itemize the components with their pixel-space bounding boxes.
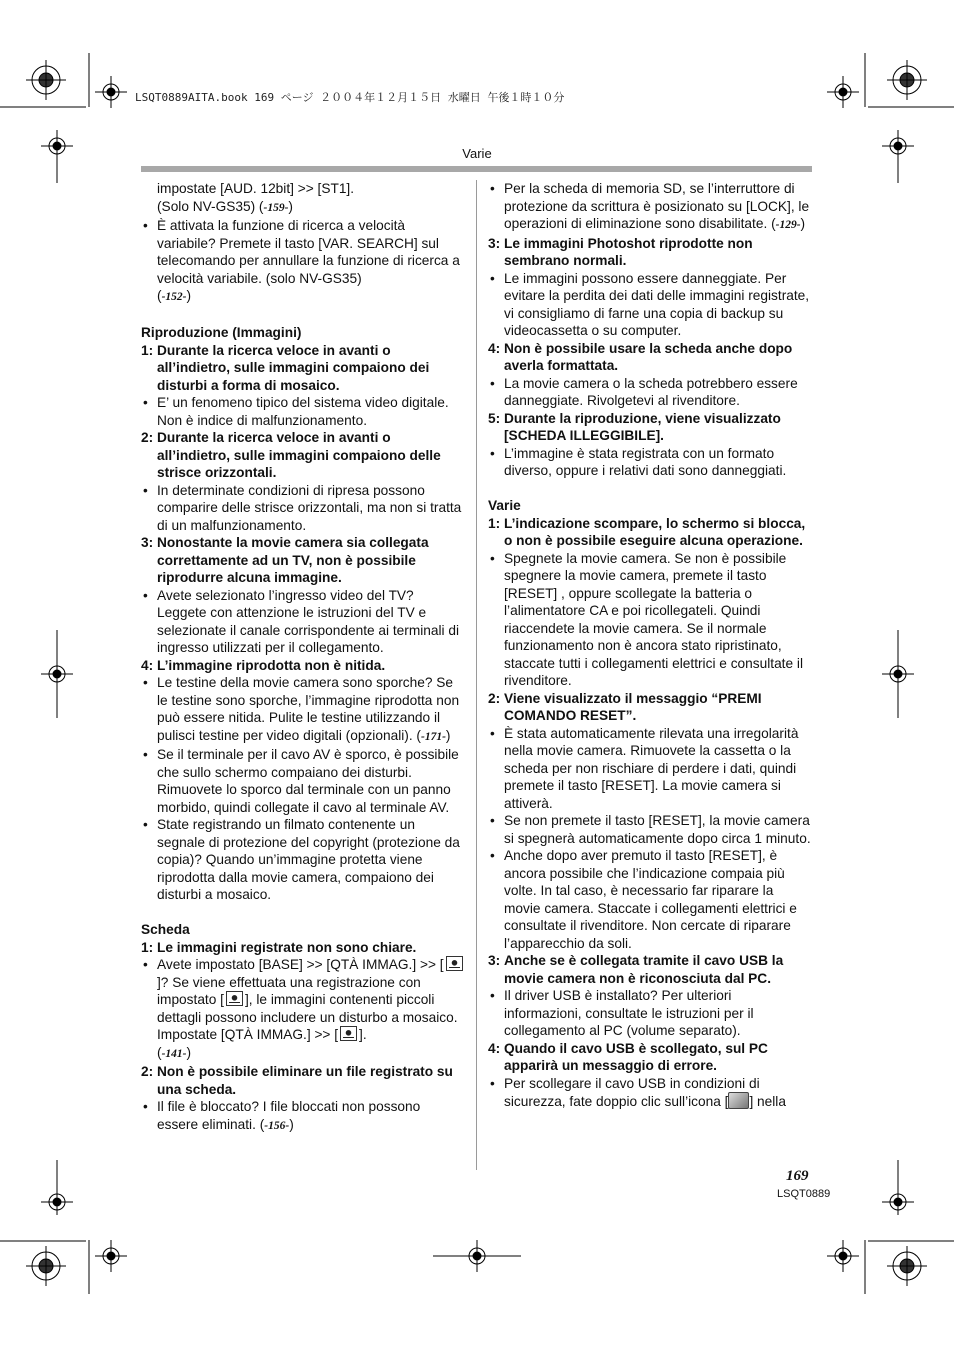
print-header: LSQT0889AITA.book 169 ページ ２００４年１２月１５日 水曜日 午後１時１０分 (135, 91, 565, 104)
left-column (141, 180, 465, 1135)
bullet-item: • La movie camera o la scheda potrebbero essere danneggiate. Rivolgetevi al rivenditore. (488, 375, 812, 410)
bullet-item: • In determinate condizioni di ripresa possono comparire delle strisce orizzontali, ma non si tratta di un malfunzionamento. (141, 482, 465, 535)
picture-quality-fine-icon (340, 1026, 357, 1041)
picture-quality-icon (446, 956, 463, 971)
bullet-item: • E’ un fenomeno tipico del sistema video digitale. Non è indice di malfunzionamento. (141, 394, 465, 429)
heading-varie: Varie (488, 498, 521, 513)
text-line: (Solo NV-GS35) (-159-) (157, 198, 293, 214)
question-item: 2: Viene visualizzato il messaggio “PREMI COMANDO RESET”. (488, 690, 762, 723)
bullet-item: • L’immagine è stata registrata con un formato diverso, oppure i relativi dati sono danneggiati. (488, 445, 812, 480)
page-ref: -129- (775, 219, 801, 231)
bullet-item: • Le testine della movie camera sono sporche? Se le testine sono sporche, l’immagine riprodotta non può essere nitida. Pulite le testine utilizzando il pulisci testine per video digitali (opzionali). (-171-) (141, 674, 465, 746)
safely-remove-hardware-icon (728, 1092, 749, 1109)
bullet-item: • Anche dopo aver premuto il tasto [RESET], è ancora possibile che l’indicazione compaia più volte. In tal caso, è necessario far riparare la movie camera. Staccate i collegamenti elettrici e consultate il rivenditore. Non cercate di riparare l’apparecchio da soli. (488, 847, 812, 952)
text-line: impostate [AUD. 12bit] >> [ST1]. (157, 181, 355, 196)
page-ref: -156- (264, 1119, 290, 1132)
question-item: 5: Durante la riproduzione, viene visualizzato [SCHEDA ILLEGGIBILE]. (488, 410, 781, 443)
page-code: LSQT0889 (777, 1188, 831, 1200)
page-ref: -159- (263, 201, 289, 214)
page-ref: -152- (161, 291, 187, 303)
page-number: 169 (786, 1168, 809, 1184)
bullet-item: • Avete impostato [BASE] >> [QTÀ IMMAG.] >> []? Se viene effettuata una registrazione con impostato [ ], le immagini contenenti piccoli dettagli possono includere un disturbo a mosaico. Impostate [QTÀ IMMAG.] >> [ ]. (-141-) (141, 956, 465, 1063)
header-bar (141, 166, 812, 172)
bullet-item: • Il driver USB è installato? Per ulteriori informazioni, consultate le istruzioni per il collegamento al PC (volume separato). (488, 987, 812, 1040)
question-item: 1: L’indicazione scompare, lo schermo si blocca, o non è possibile eseguire alcuna operazione. (488, 515, 806, 548)
page-ref: -171- (421, 730, 446, 743)
question-item: 3: Nonostante la movie camera sia collegata correttamente ad un TV, non è possibile riprodurre alcuna immagine. (141, 535, 429, 585)
bullet-item: • Per scollegare il cavo USB in condizioni di sicurezza, fate doppio clic sull’icona [ ] nella (488, 1075, 812, 1111)
question-item: 4: Quando il cavo USB è scollegato, sul PC apparirà un messaggio di errore. (488, 1040, 768, 1073)
question-item: 2: Non è possibile eliminare un file registrato su una scheda. (141, 1064, 453, 1097)
right-column (488, 180, 812, 1111)
bullet-item: • Il file è bloccato? I file bloccati non possono essere eliminati. (-156-) (141, 1098, 465, 1135)
bullet-item: • State registrando un filmato contenente un segnale di protezione del copyright (protezione da copia)? Quando un’immagine protetta viene riprodotta dalla movie camera, compaiono dei disturbi a mosaico. (141, 816, 465, 904)
heading-scheda: Scheda (141, 922, 190, 937)
question-item: 2: Durante la ricerca veloce in avanti o all’indietro, sulle immagini compaiono delle strisce orizzontali. (141, 430, 441, 480)
question-item: 3: Anche se è collegata tramite il cavo USB la movie camera non è riconosciuta dal PC. (488, 953, 784, 986)
question-item: 1: Durante la ricerca veloce in avanti o all’indietro, sulle immagini compaiono dei disturbi a forma di mosaico. (141, 342, 430, 393)
bullet-item: • Per la scheda di memoria SD, se l’interruttore di protezione da scrittura è posizionato su [LOCK], le operazioni di eliminazione sono disabilitate. (-129-) (488, 180, 812, 235)
question-item: 4: L’immagine riprodotta non è nitida. (141, 657, 386, 673)
section-title: Varie (462, 146, 492, 161)
column-divider (476, 180, 477, 1170)
bullet-item: • È attivata la funzione di ricerca a velocità variabile? Premete il tasto [VAR. SEARCH] sul telecomando per annullare la funzione di ricerca a velocità variabile. (solo NV-GS35) (-152-) (141, 217, 465, 307)
question-item: 1: Le immagini registrate non sono chiare. (141, 939, 417, 955)
picture-quality-icon (226, 991, 243, 1006)
bullet-item: • Se non premete il tasto [RESET], la movie camera si spegnerà automaticamente dopo circa 1 minuto. (488, 812, 812, 847)
bullet-item: • Avete selezionato l’ingresso video del TV? Leggete con attenzione le istruzioni del TV e selezionate il canale corrispondente ai terminali di ingresso utilizzati per il collegamento. (141, 587, 465, 657)
question-item: 4: Non è possibile usare la scheda anche dopo averla formattata. (488, 340, 793, 373)
bullet-item: • È stata automaticamente rilevata una irregolarità nella movie camera. Rimuovete la cassetta o la scheda per non rischiare di perdere i dati, quindi premete il tasto [RESET]. La movie camera si attiverà. (488, 725, 812, 813)
registration-mark (32, 66, 60, 94)
bullet-item: • Se il terminale per il cavo AV è sporco, è possibile che sullo schermo compaiano dei disturbi. Rimuovete lo sporco dal terminale con un panno morbido, quindi collegate il cavo al terminale AV. (141, 746, 465, 816)
bullet-item: • Le immagini possono essere danneggiate. Per evitare la perdita dei dati delle immagini registrate, vi consigliamo di farne una copia di backup su videocassetta o su computer. (488, 270, 812, 340)
heading-riproduzione: Riproduzione (Immagini) (141, 325, 302, 340)
page-ref: -141- (161, 1047, 187, 1060)
question-item: 3: Le immagini Photoshot riprodotte non sembrano normali. (488, 235, 753, 268)
bullet-item: • Spegnete la movie camera. Se non è possibile spegnere la movie camera, premete il tasto [RESET] , oppure scollegate la batteria o l’alimentatore CA e poi ricollegateli. Quindi riaccendete la movie camera. Se il normale funzionamento non è ancora stato ripristinato, staccate tutti i collegamenti elettrici e consultate il rivenditore. (488, 550, 812, 690)
